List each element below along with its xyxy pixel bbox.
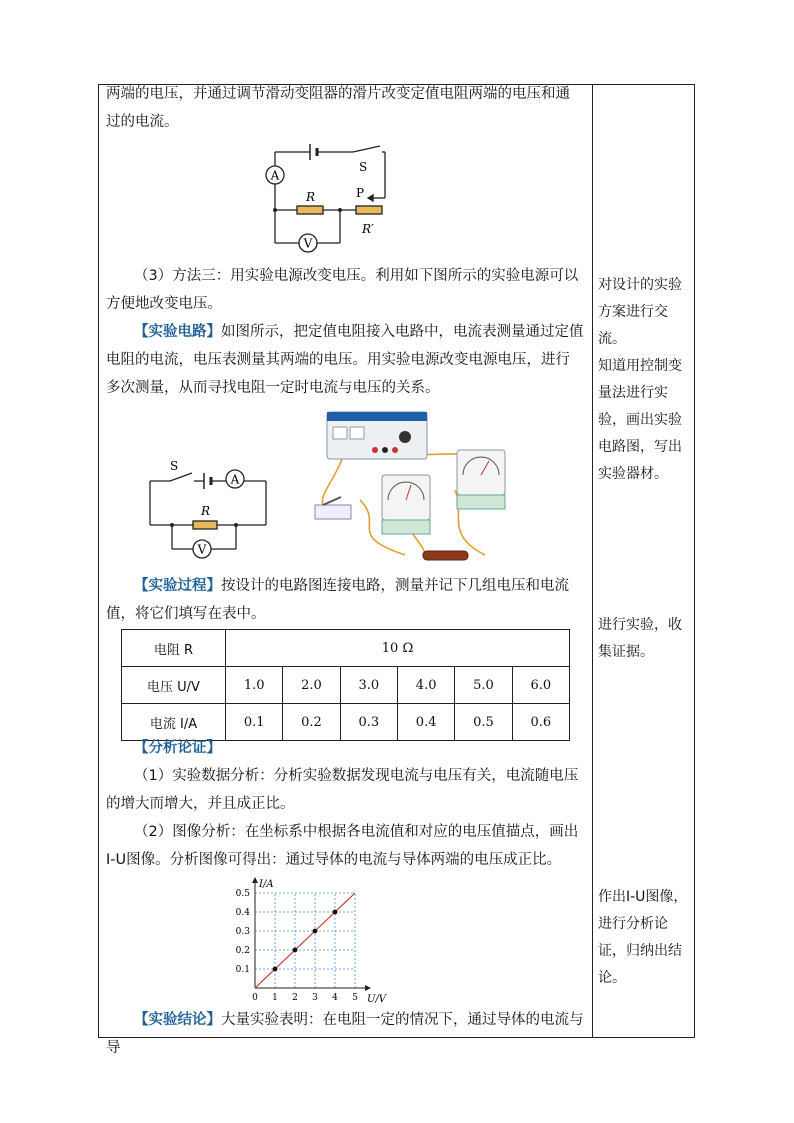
y-tick-label: 0.4 [235,908,250,918]
paragraph-data-analysis: （1）实验数据分析：分析实验数据发现电流与电压有关，电流随电压的增大而增大，并且成正比。 [106,768,579,812]
y-axis-arrow [252,877,258,883]
resistor-label: R [306,190,316,204]
voltage-cell: 4.0 [397,667,454,704]
table-row-resistance [122,630,570,667]
x-tick-label: 1 [272,993,278,1003]
text-conclusion: 大量实验表明：在电阻一定的情况下，通过导体的电流与导 [106,1012,584,1056]
switch-label: S [170,459,179,473]
x-tick-label: 3 [312,993,318,1003]
current-cell: 0.3 [340,704,397,741]
resistor-label: R [201,504,211,518]
tag-conclusion: 【实验结论】 [134,1012,221,1028]
x-axis-label: U/V [367,994,387,1005]
y-tick-label: 0.2 [235,946,250,956]
resistance-label: 电阻 R [122,630,226,667]
paragraph-method-three: （3）方法三：用实验电源改变电压。利用如下图所示的实验电源可以方便地改变电压。 [106,268,579,312]
series-line [255,893,355,988]
voltage-label: 电压 U/V [122,667,226,704]
voltage-cell: 1.0 [226,667,283,704]
side-note-iu-graph: 作出I-U图像，进行分析论证，归纳出结论。 [598,889,688,986]
data-point [313,929,318,934]
table-row-voltage [122,667,570,704]
y-axis-label: I/A [259,879,274,890]
data-point [293,948,298,953]
text-experiment-circuit: 如图所示，把定值电阻接入电路中，电流表测量通过定值电阻的电流，电压表测量其两端的电压。用实验电源改变电源电压，进行多次测量，从而寻找电阻一定时电流与电压的关系。 [106,324,584,396]
paragraph-experiment-process [106,572,584,628]
x-tick-label: 2 [292,993,298,1003]
tag-experiment-circuit: 【实验电路】 [134,324,221,340]
x-tick-label: 0 [252,993,258,1003]
lab-apparatus-illustration [305,405,520,565]
paragraph-conclusion [106,1006,584,1062]
tag-analysis-text: 【分析论证】 [134,740,221,756]
circuit-diagram-rheostat [255,140,405,265]
current-cell: 0.4 [397,704,454,741]
data-table [121,629,570,741]
voltage-cell: 2.0 [283,667,340,704]
side-note-collect-evidence: 进行实验，收集证据。 [598,617,682,660]
tag-analysis [134,734,612,762]
current-label: 电流 I/A [122,704,226,741]
voltage-cell: 3.0 [340,667,397,704]
voltage-cell: 5.0 [455,667,512,704]
ammeter-label: A [230,472,240,487]
voltage-cell: 6.0 [512,667,569,704]
current-cell: 0.1 [226,704,283,741]
rheostat-label: R′ [362,222,374,236]
circuit-diagram-power-supply [140,455,275,565]
x-axis-arrow [365,985,371,991]
iu-graph [228,870,398,1005]
voltmeter-label: V [197,542,207,557]
resistance-value: 10 Ω [226,630,570,667]
slider-label: P [356,186,365,200]
side-note-control-variables: 知道用控制变量法进行实验，画出实验电路图，写出实验器材。 [598,358,682,482]
x-tick-label: 4 [332,993,338,1003]
paragraph-experiment-circuit [106,318,584,402]
x-tick-label: 5 [352,993,358,1003]
current-cell: 0.5 [455,704,512,741]
y-tick-label: 0.3 [235,927,250,937]
column-divider [592,84,593,1038]
current-cell: 0.2 [283,704,340,741]
y-tick-label: 0.5 [235,889,250,899]
tag-experiment-process: 【实验过程】 [134,578,221,594]
voltmeter-label: V [303,236,313,251]
data-point [273,967,278,972]
ammeter-label: A [270,168,280,183]
y-tick-label: 0.1 [235,965,250,975]
switch-label: S [359,160,368,174]
side-note-exchange: 对设计的实验方案进行交流。 [598,277,682,347]
current-cell: 0.6 [512,704,569,741]
data-point [333,910,338,915]
paragraph-method-two-end: 两端的电压，并通过调节滑动变阻器的滑片改变定值电阻两端的电压和通过的电流。 [106,86,570,130]
text-experiment-process: 按设计的电路图连接电路，测量并记下几组电压和电流值，将它们填写在表中。 [106,578,569,622]
paragraph-graph-analysis: （2）图像分析：在坐标系中根据各电流值和对应的电压值描点，画出I-U图像。分析图像可得出：通过导体的电流与导体两端的电压成正比。 [106,824,579,868]
